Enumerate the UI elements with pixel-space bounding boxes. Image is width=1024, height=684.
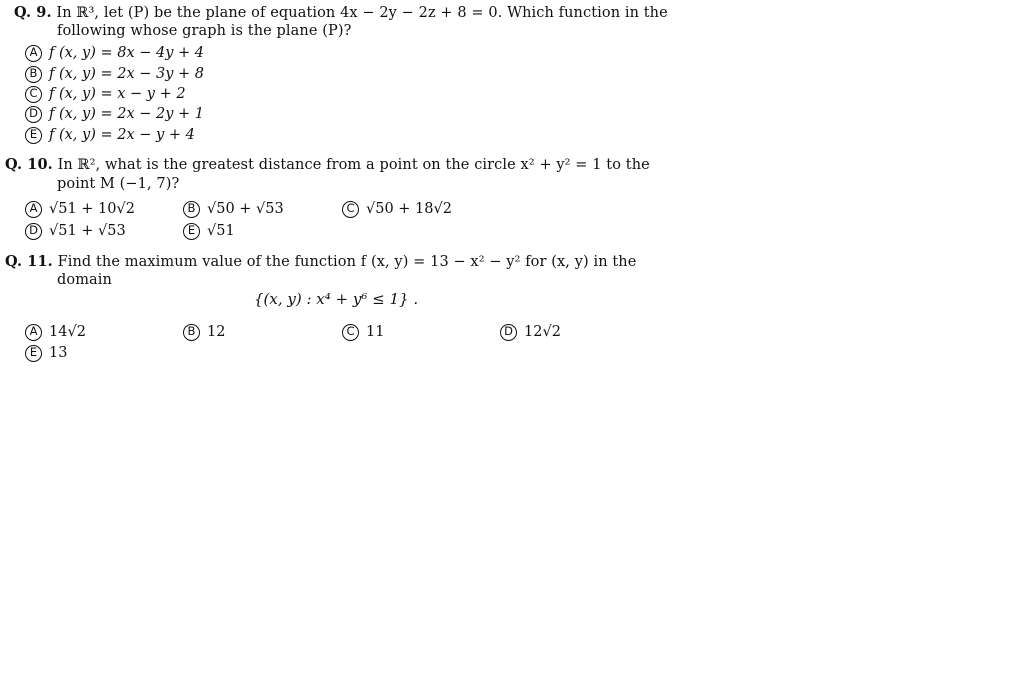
question-9-line-1	[14, 4, 668, 22]
question-9-choice-a[interactable]	[25, 44, 204, 62]
question-11-text-1: Find the maximum value of the function f (x, y) = 13 − x² − y² for (x, y) in the	[57, 254, 637, 270]
choice-text: 12√2	[524, 324, 561, 340]
choice-text: f (x, y) = 2x − 3y + 8	[49, 66, 205, 82]
choice-letter-badge[interactable]: C	[342, 201, 359, 218]
question-10-text-1: In ℝ², what is the greatest distance from a point on the circle x² + y² = 1 to the	[57, 157, 650, 173]
question-9-number: Q. 9.	[14, 4, 52, 21]
question-11-choice-e[interactable]	[25, 344, 67, 362]
choice-letter-badge[interactable]: B	[25, 66, 42, 83]
question-9-text-1: In ℝ³, let (P) be the plane of equation 4x − 2y − 2z + 8 = 0. Which function in the	[56, 5, 668, 21]
question-10-number: Q. 10.	[5, 156, 53, 173]
question-11-choice-c[interactable]	[342, 323, 384, 341]
question-10-choice-d[interactable]	[25, 222, 126, 240]
question-9-choice-c[interactable]	[25, 85, 186, 103]
choice-letter-badge[interactable]: E	[183, 223, 200, 240]
choice-letter-badge[interactable]: B	[183, 324, 200, 341]
choice-text: f (x, y) = x − y + 2	[49, 86, 186, 102]
question-11-domain: {(x, y) : x⁴ + y⁶ ≤ 1} .	[254, 290, 419, 308]
choice-text: 14√2	[49, 324, 86, 340]
question-11-line-2: domain	[57, 272, 112, 288]
question-10-choice-c[interactable]	[342, 200, 452, 218]
choice-text: 13	[49, 345, 68, 361]
choice-text: f (x, y) = 2x − y + 4	[49, 127, 195, 143]
question-10-choice-a[interactable]	[25, 200, 135, 218]
question-9-choice-b[interactable]	[25, 65, 204, 83]
choice-letter-badge[interactable]: E	[25, 127, 42, 144]
choice-letter-badge[interactable]: E	[25, 345, 42, 362]
choice-text: f (x, y) = 2x − 2y + 1	[49, 106, 205, 122]
choice-letter-badge[interactable]: C	[342, 324, 359, 341]
question-11-choice-d[interactable]	[500, 323, 561, 341]
question-9-line-2: following whose graph is the plane (P)?	[57, 23, 352, 39]
choice-text: f (x, y) = 8x − 4y + 4	[49, 45, 205, 61]
choice-letter-badge[interactable]: A	[25, 324, 42, 341]
question-10-choice-b[interactable]	[183, 200, 284, 218]
choice-letter-badge[interactable]: B	[183, 201, 200, 218]
choice-letter-badge[interactable]: A	[25, 201, 42, 218]
question-10-line-2: point M (−1, 7)?	[57, 176, 180, 192]
choice-text: √51 + 10√2	[49, 201, 135, 217]
question-11-choice-b[interactable]	[183, 323, 225, 341]
choice-letter-badge[interactable]: D	[25, 223, 42, 240]
question-11-choice-a[interactable]	[25, 323, 86, 341]
choice-text: 11	[366, 324, 385, 340]
question-11-line-1	[5, 253, 636, 271]
choice-text: 12	[207, 324, 226, 340]
question-10-choice-e[interactable]	[183, 222, 235, 240]
question-10-line-1	[5, 156, 650, 174]
question-11-number: Q. 11.	[5, 253, 53, 270]
choice-text: √51 + √53	[49, 223, 126, 239]
choice-letter-badge[interactable]: A	[25, 45, 42, 62]
question-9-choice-d[interactable]	[25, 105, 204, 123]
choice-letter-badge[interactable]: C	[25, 86, 42, 103]
choice-text: √50 + √53	[207, 201, 284, 217]
choice-text: √51	[207, 223, 235, 239]
choice-letter-badge[interactable]: D	[500, 324, 517, 341]
choice-text: √50 + 18√2	[366, 201, 452, 217]
choice-letter-badge[interactable]: D	[25, 106, 42, 123]
question-9-choice-e[interactable]	[25, 126, 195, 144]
